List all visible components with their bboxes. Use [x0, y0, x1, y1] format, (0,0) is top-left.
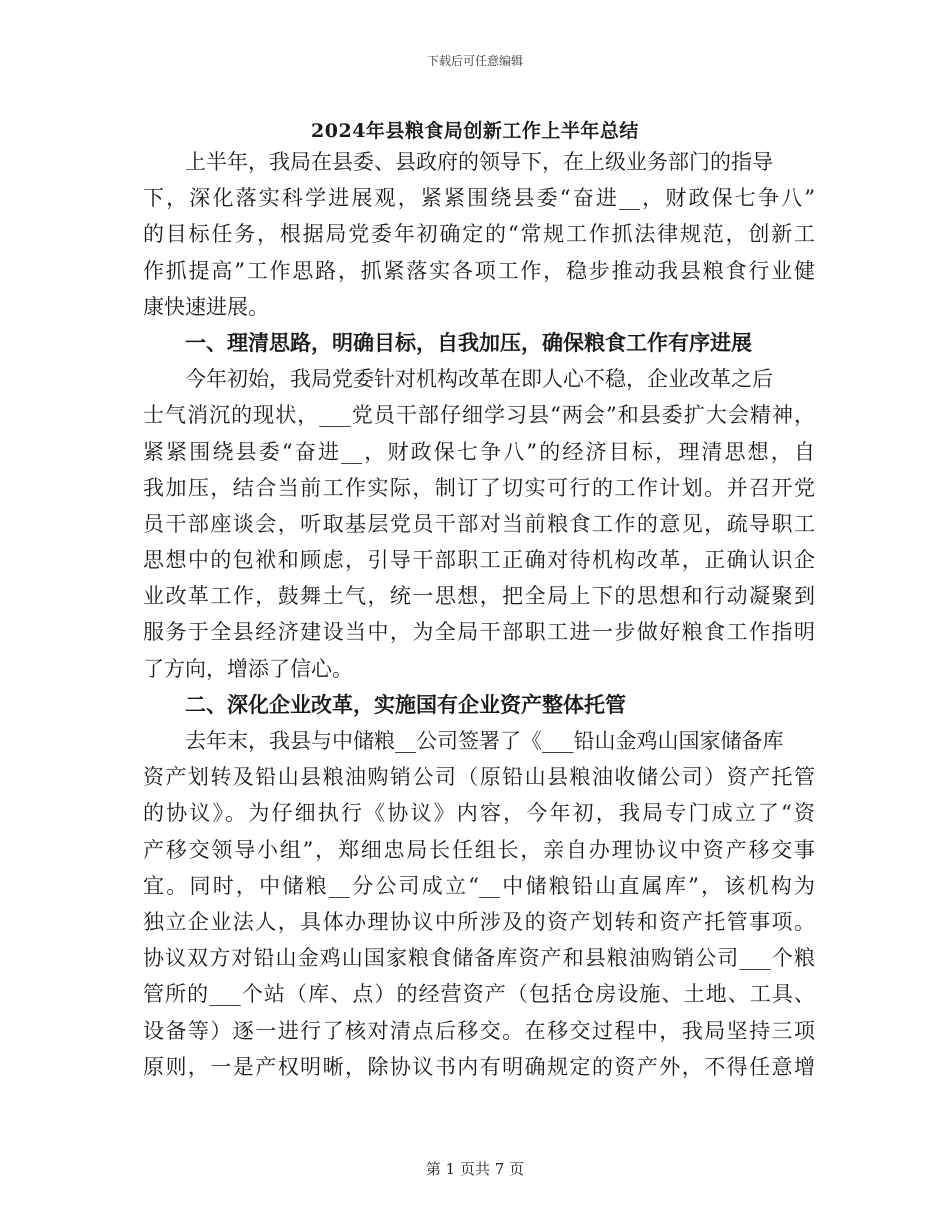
paragraph-line: 康快速进展。 — [143, 294, 269, 319]
paragraph-line: 士气消沉的现状，___党员干部仔细学习县“两会”和县委扩大会精神， — [143, 403, 815, 428]
page-header-note: 下载后可任意编辑 — [426, 54, 523, 68]
paragraph-line: 服务于全县经济建设当中，为全局干部职工进一步做好粮食工作指明 — [143, 620, 815, 645]
paragraph-line: 我加压，结合当前工作实际，制订了切实可行的工作计划。并召开党 — [143, 475, 815, 500]
paragraph-line: 宜。同时，中储粮__分公司成立“__中储粮铅山直属库”，该机构为 — [143, 873, 815, 898]
paragraph-line: 上半年，我局在县委、县政府的领导下，在上级业务部门的指导 — [185, 150, 773, 174]
paragraph-line: 的目标任务，根据局党委年初确定的“常规工作抓法律规范，创新工 — [143, 222, 815, 247]
paragraph-line: 今年初始，我局党委针对机构改革在即人心不稳，企业改革之后 — [185, 367, 773, 392]
paragraph-line: 产移交领导小组”，郑细忠局长任组长，亲自办理协议中资产移交事 — [143, 837, 815, 862]
paragraph-line: 去年末，我县与中储粮__公司签署了《___铅山金鸡山国家储备库 — [185, 729, 784, 753]
page-number: 第 1 页共 7 页 — [425, 1160, 525, 1178]
paragraph-line: 资产划转及铅山县粮油购销公司（原铅山县粮油收储公司）资产托管 — [143, 765, 815, 790]
paragraph-line: 紧紧围绕县委“奋进__，财政保七争八”的经济目标，理清思想，自 — [143, 439, 815, 464]
paragraph-line: 下，深化落实科学进展观，紧紧围绕县委“奋进__，财政保七争八” — [143, 186, 815, 211]
paragraph-line: 了方向，增添了信心。 — [143, 656, 353, 681]
paragraph-line: 管所的___个站（库、点）的经营资产（包括仓房设施、土地、工具、 — [143, 982, 815, 1007]
document-body — [143, 144, 815, 1085]
paragraph-line: 独立企业法人，具体办理协议中所涉及的资产划转和资产托管事项。 — [143, 909, 815, 934]
document-title: 2024年县粮食局创新工作上半年总结 — [311, 120, 639, 142]
section-heading: 二、深化企业改革，实施国有企业资产整体托管 — [185, 691, 626, 717]
paragraph-line: 的协议》。为仔细执行《协议》内容，今年初，我局专门成立了“资 — [143, 801, 815, 826]
paragraph-line: 作抓提高”工作思路，抓紧落实各项工作，稳步推动我县粮食行业健 — [143, 258, 815, 283]
paragraph-line: 思想中的包袱和顾虑，引导干部职工正确对待机构改革，正确认识企 — [143, 548, 815, 573]
section-heading: 一、理清思路，明确目标，自我加压，确保粮食工作有序进展 — [185, 329, 752, 355]
paragraph-line: 原则，一是产权明晰，除协议书内有明确规定的资产外，不得任意增 — [143, 1054, 815, 1079]
paragraph-line: 协议双方对铅山金鸡山国家粮食储备库资产和县粮油购销公司___个粮 — [143, 946, 815, 971]
paragraph-line: 员干部座谈会，听取基层党员干部对当前粮食工作的意见，疏导职工 — [143, 511, 815, 536]
paragraph-line: 业改革工作，鼓舞土气，统一思想，把全局上下的思想和行动凝聚到 — [143, 584, 815, 609]
paragraph-line: 设备等）逐一进行了核对清点后移交。在移交过程中，我局坚持三项 — [143, 1018, 815, 1043]
